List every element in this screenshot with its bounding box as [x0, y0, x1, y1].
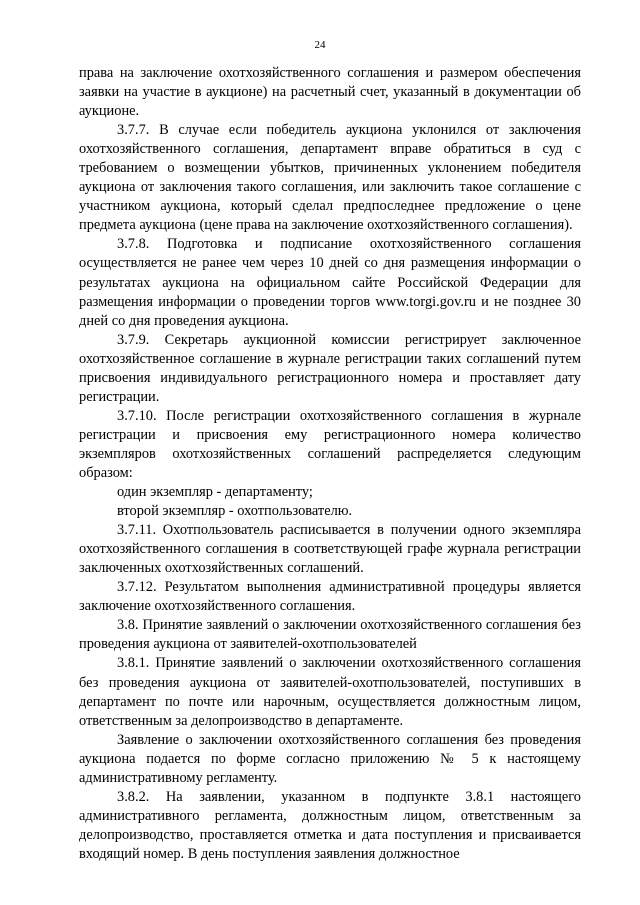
paragraph-3-7-7: 3.7.7. В случае если победитель аукциона уклонился от заключения охотхозяйственного соглашения, департамент вправе обратиться в суд с требованием о возмещении убытков, причиненных уклонением победителя аукциона от заключения такого соглашения, или заключить такое соглашение с участником аукциона, который сделал предпоследнее предложение о цене предмета аукциона (цене права на заключение охотхозяйственного соглашения). [79, 122, 581, 234]
paragraph-3-7-8: 3.7.8. Подготовка и подписание охотхозяйственного соглашения осуществляется не ранее чем через 10 дней со дня размещения информации о результатах аукциона на официальном сайте Российской Федерации для размещения информации о проведении торгов www.torgi.gov.ru и не позднее 30 дней со дня проведения аукциона. [79, 236, 581, 329]
paragraph-3-7-9: 3.7.9. Секретарь аукционной комиссии регистрирует заключенное охотхозяйственное соглашение в журнале регистрации таких соглашений путем присвоения индивидуального регистрационного номера и проставляет дату регистрации. [79, 331, 581, 405]
list-item-second-copy: второй экземпляр - охотпользователю. [117, 503, 353, 520]
paragraph-3-8-2: 3.8.2. На заявлении, указанном в подпункте 3.8.1 настоящего административного регламента, должностным лицом, ответственным за делопроизводство, проставляется отметка и дата поступления и присваивается входящий номер. В день поступления заявления должностное [79, 788, 581, 862]
paragraph-continuation: права на заключение охотхозяйственного соглашения и размером обеспечения заявки на участие в аукционе) на расчетный счет, указанный в документации об аукционе. [79, 65, 581, 120]
page-number: 24 [314, 39, 326, 51]
document-body [79, 64, 581, 864]
paragraph-3-8-1: 3.8.1. Принятие заявлений о заключении охотхозяйственного соглашения без проведения аукциона от заявителей-охотпользователей, поступивших в департамент по почте или нарочным, осуществляется должностным лицом, ответственным за делопроизводство в департаменте. [79, 655, 581, 729]
paragraph-3-7-12: 3.7.12. Результатом выполнения административной процедуры является заключение охотхозяйственного соглашения. [79, 579, 581, 615]
list-item-first-copy: один экземпляр - департаменту; [117, 484, 313, 501]
section-heading-3-8: 3.8. Принятие заявлений о заключении охотхозяйственного соглашения без проведения аукциона от заявителей-охотпользователей [79, 617, 581, 653]
paragraph-3-7-10: 3.7.10. После регистрации охотхозяйственного соглашения в журнале регистрации и присвоения ему регистрационного номера количество экземпляров охотхозяйственных соглашений распределяется следующим образом: [79, 407, 581, 481]
paragraph-application-form: Заявление о заключении охотхозяйственного соглашения без проведения аукциона подается по форме согласно приложению № 5 к настоящему административному регламенту. [79, 731, 581, 786]
paragraph-3-7-11: 3.7.11. Охотпользователь расписывается в получении одного экземпляра охотхозяйственного соглашения в соответствующей графе журнала регистрации заключенных охотхозяйственных соглашений. [79, 522, 581, 577]
